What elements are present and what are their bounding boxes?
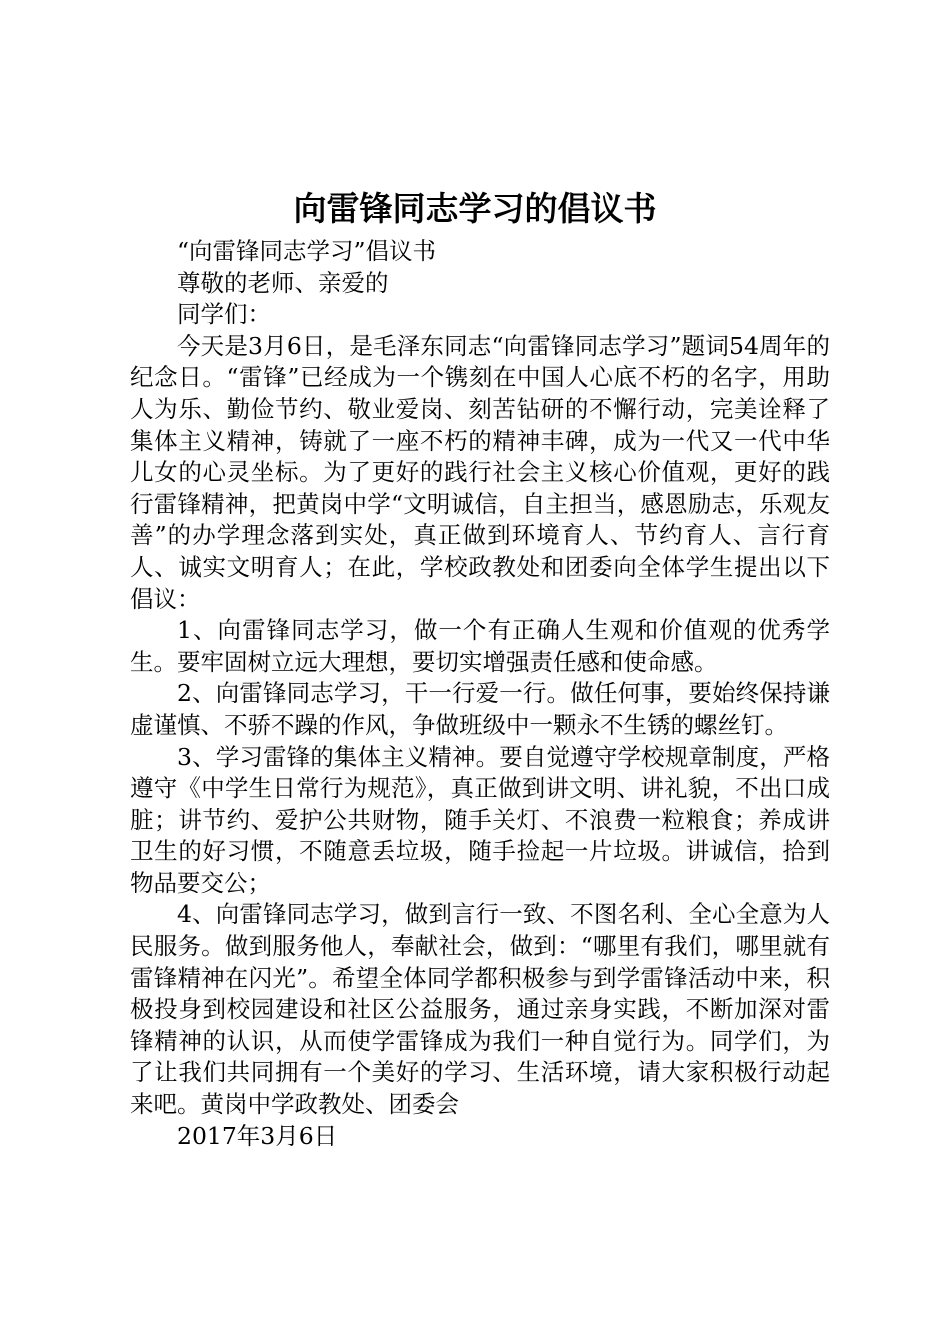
document-body (130, 236, 830, 1152)
salutation-line-2: 同学们： (177, 300, 271, 329)
salutation-line-1: 尊敬的老师、亲爱的 (177, 268, 389, 297)
proposal-heading: “向雷锋同志学习”倡议书 (177, 237, 437, 265)
document-date: 2017年3月6日 (177, 1121, 338, 1150)
proposal-item-2: 2、向雷锋同志学习，干一行爱一行。做任何事，要始终保持谦虚谨慎、不骄不躁的作风，争做班级中一颗永不生锈的螺丝钉。 (130, 679, 830, 739)
document-title: 向雷锋同志学习的倡议书 (293, 189, 657, 228)
proposal-item-3: 3、学习雷锋的集体主义精神。要自觉遵守学校规章制度，严格遵守《中学生日常行为规范》，真正做到讲文明、讲礼貌，不出口成脏；讲节约、爱护公共财物，随手关灯、不浪费一粒粮食；养成讲卫生的好习惯，不随意丢垃圾，随手捡起一片垃圾。讲诚信，拾到物品要交公； (130, 742, 830, 897)
proposal-item-4: 4、向雷锋同志学习，做到言行一致、不图名利、全心全意为人民服务。做到服务他人，奉献社会，做到：“哪里有我们，哪里就有雷锋精神在闪光”。希望全体同学都积极参与到学雷锋活动中来，积极投身到校园建设和社区公益服务，通过亲身实践，不断加深对雷锋精神的认识，从而使学雷锋成为我们一种自觉行为。同学们，为了让我们共同拥有一个美好的学习、生活环境，请大家积极行动起来吧。黄岗中学政教处、团委会 (130, 900, 830, 1119)
proposal-item-1: 1、向雷锋同志学习，做一个有正确人生观和价值观的优秀学生。要牢固树立远大理想，要切实增强责任感和使命感。 (130, 616, 830, 676)
intro-paragraph: 今天是3月6日，是毛泽东同志“向雷锋同志学习”题词54周年的纪念日。“雷锋”已经成为一个镌刻在中国人心底不朽的名字，用助人为乐、勤俭节约、敬业爱岗、刻苦钻研的不懈行动，完美诠释了集体主义精神，铸就了一座不朽的精神丰碑，成为一代又一代中华儿女的心灵坐标。为了更好的践行社会主义核心价值观，更好的践行雷锋精神，把黄岗中学“文明诚信，自主担当，感恩励志，乐观友善”的办学理念落到实处，真正做到环境育人、节约育人、言行育人、诚实文明育人；在此，学校政教处和团委向全体学生提出以下倡议： (130, 331, 830, 613)
